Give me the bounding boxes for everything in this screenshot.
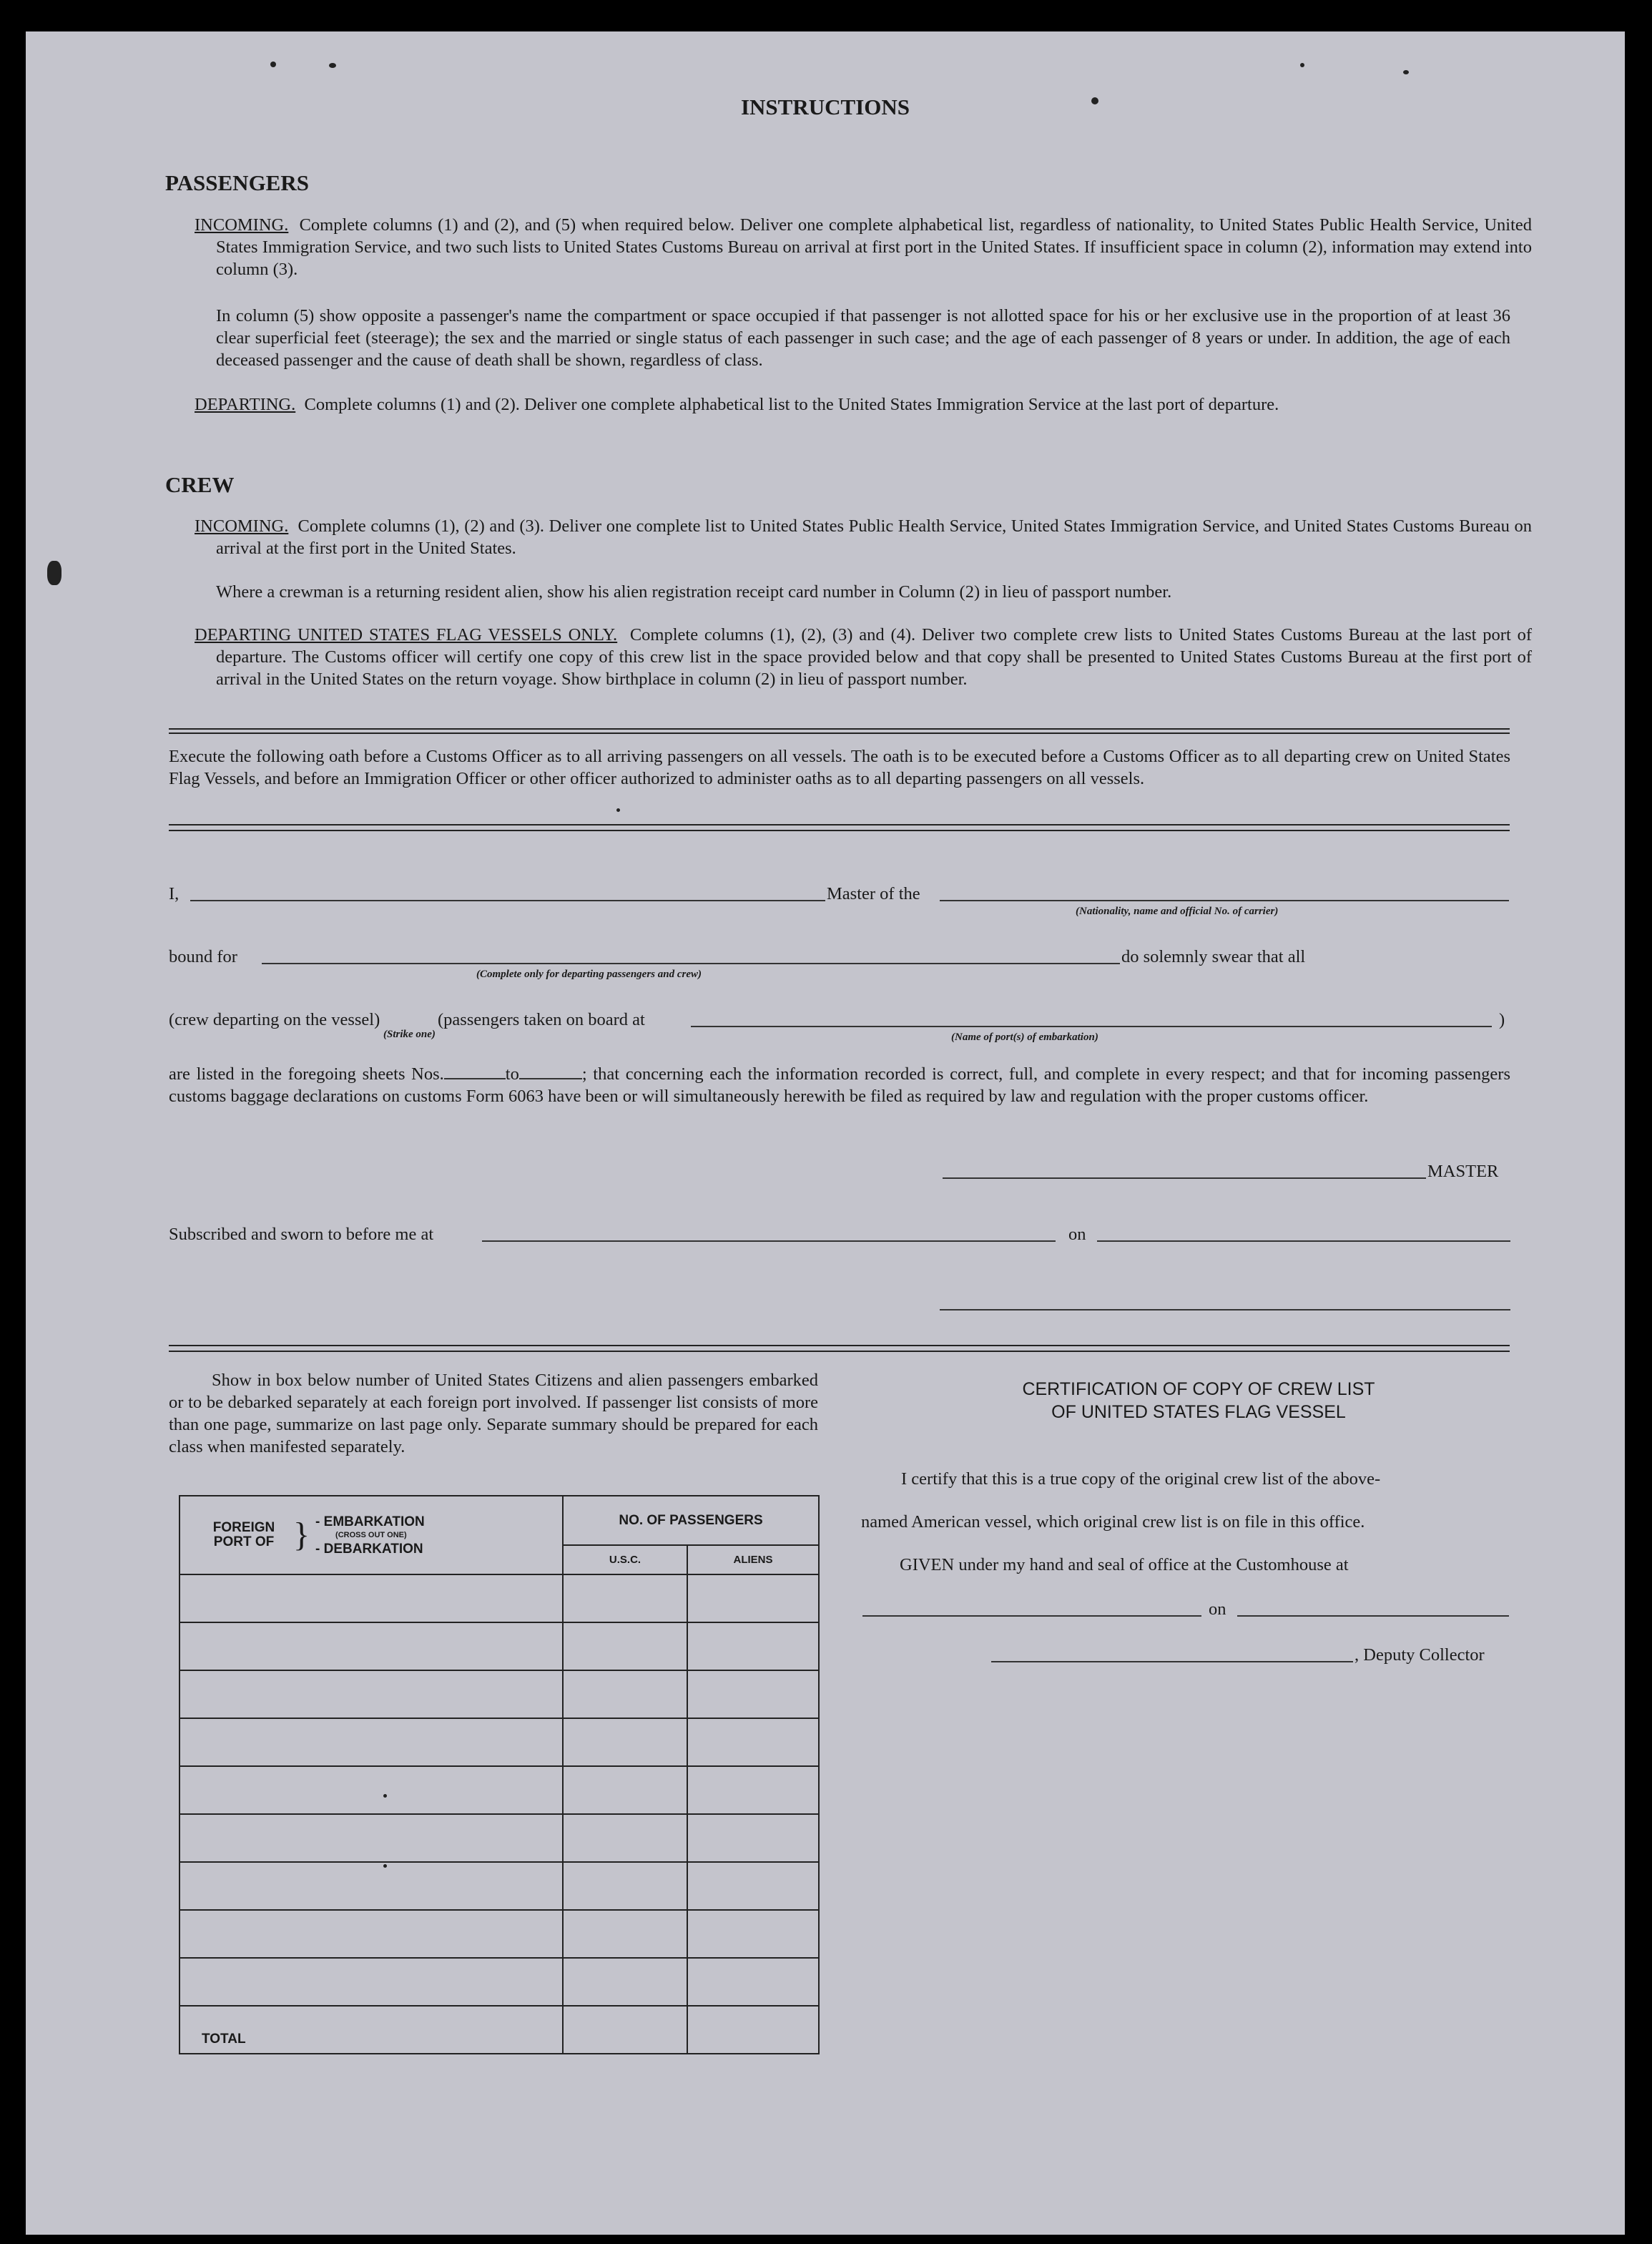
- port-cell[interactable]: [180, 1862, 563, 1910]
- summary-instructions: Show in box below number of United States Citizens and alien passengers embarked or to be debarked separately at each foreign port involved. If passenger list consists of more than one page, summarize on last page only. Separate summary should be prepared for each class when manifested separately.: [169, 1371, 818, 1456]
- port-cell[interactable]: [180, 1766, 563, 1814]
- oath-i-label: I,: [169, 884, 180, 903]
- port-cell[interactable]: [180, 1718, 563, 1766]
- sheet-from-field[interactable]: [444, 1064, 506, 1079]
- embarkation-port-field[interactable]: [691, 1026, 1492, 1027]
- usc-cell[interactable]: [563, 1622, 687, 1670]
- divider: [169, 824, 1510, 825]
- oath-swear-label: do solemnly swear that all: [1121, 947, 1306, 966]
- header-foreign-port: FOREIGN PORT OF: [212, 1520, 275, 1550]
- subscribed-label: Subscribed and sworn to before me at: [169, 1225, 434, 1244]
- bound-for-field[interactable]: [262, 963, 1120, 964]
- oath-master-of-label: Master of the: [827, 884, 920, 903]
- header-no-passengers: NO. OF PASSENGERS: [563, 1496, 819, 1545]
- complete-only-hint: (Complete only for departing passengers and crew): [476, 969, 702, 980]
- aliens-total-cell[interactable]: [687, 2006, 819, 2054]
- header-cross-out: (CROSS OUT ONE): [335, 1530, 407, 1539]
- customhouse-field[interactable]: [862, 1615, 1201, 1617]
- usc-cell[interactable]: [563, 1718, 687, 1766]
- port-cell[interactable]: [180, 1670, 563, 1718]
- usc-cell[interactable]: [563, 1862, 687, 1910]
- usc-cell[interactable]: [563, 1766, 687, 1814]
- certification-line1: I certify that this is a true copy of the original crew list of the above-: [901, 1469, 1381, 1489]
- passengers-column5-paragraph: In column (5) show opposite a passenger's name the compartment or space occupied if that passenger is not allotted space for his or her exclusive use in the proportion of at least 36 clear superficial feet (steerage); the sex and the married or single status of each passenger in such case; and the age of each passenger of 8 years or under. In addition, the age of each deceased passenger and the cause of death shall be shown, regardless of class.: [216, 306, 1510, 370]
- crew-incoming-text: Complete columns (1), (2) and (3). Deliver one complete list to United States Public Health Service, United States Immigration Service, and United States Customs Bureau on arrival at the first port in the United States.: [216, 516, 1532, 558]
- form-page: [26, 31, 1625, 2235]
- crew-heading: CREW: [165, 472, 235, 497]
- listed-text-b: ; that concerning each the information recorded is correct, full, and complete in every respect; and that for incoming passengers customs baggage declarations on customs Form 6063 have been or will simultaneously herewith be filed as required by law and regulation with the proper customs officer.: [169, 1064, 1510, 1106]
- scan-speck: [47, 561, 62, 585]
- aliens-cell[interactable]: [687, 1910, 819, 1958]
- port-cell[interactable]: [180, 1814, 563, 1862]
- passengers-departing-label: DEPARTING.: [195, 395, 296, 414]
- listed-text-a: are listed in the foregoing sheets Nos.: [169, 1064, 444, 1084]
- usc-cell[interactable]: [563, 1574, 687, 1622]
- strike-one-hint: (Strike one): [383, 1029, 436, 1040]
- close-paren: ): [1499, 1010, 1505, 1029]
- foreign-port-header: [180, 1496, 563, 1574]
- deputy-collector-label: , Deputy Collector: [1354, 1645, 1485, 1665]
- page-title: INSTRUCTIONS: [740, 94, 910, 119]
- divider: [169, 1345, 1510, 1346]
- usc-total-cell[interactable]: [563, 2006, 687, 2054]
- port-hint: (Name of port(s) of embarkation): [951, 1032, 1098, 1043]
- divider: [169, 830, 1510, 831]
- sheet-to-field[interactable]: [519, 1064, 582, 1079]
- aliens-cell[interactable]: [687, 1718, 819, 1766]
- sworn-date-field[interactable]: [1097, 1240, 1510, 1242]
- usc-cell[interactable]: [563, 1910, 687, 1958]
- port-cell[interactable]: [180, 1622, 563, 1670]
- crew-departing-option[interactable]: (crew departing on the vessel): [169, 1010, 380, 1029]
- port-cell[interactable]: [180, 1574, 563, 1622]
- passengers-incoming-text: Complete columns (1) and (2), and (5) when required below. Deliver one complete alphabetical list, regardless of nationality, to United States Public Health Service, United States Immigration Service, and two such lists to United States Customs Bureau on arrival at first port in the United States. If insufficient space in column (2), information may extend into column (3).: [216, 215, 1533, 279]
- aliens-cell[interactable]: [687, 1766, 819, 1814]
- scan-speck: [616, 808, 620, 812]
- oath-bound-for-label: bound for: [169, 947, 237, 966]
- aliens-cell[interactable]: [687, 1958, 819, 2006]
- master-signature-line[interactable]: [943, 1177, 1426, 1179]
- passengers-incoming-paragraph: [195, 214, 1532, 280]
- passenger-summary-table: [179, 1495, 820, 2054]
- oath-listed-paragraph: [169, 1063, 1510, 1107]
- aliens-cell[interactable]: [687, 1574, 819, 1622]
- crew-departing-paragraph: [195, 624, 1532, 690]
- listed-text-to: to: [505, 1064, 519, 1084]
- brace-icon: }: [293, 1516, 310, 1554]
- total-label: TOTAL: [180, 2006, 563, 2054]
- vessel-name-field[interactable]: [940, 900, 1509, 901]
- scan-speck: [383, 1794, 387, 1798]
- header-embarkation: - EMBARKATION: [315, 1514, 425, 1529]
- aliens-cell[interactable]: [687, 1814, 819, 1862]
- passengers-taken-option[interactable]: (passengers taken on board at: [438, 1010, 645, 1029]
- port-cell[interactable]: [180, 1910, 563, 1958]
- scan-speck: [329, 63, 336, 68]
- certification-line2: named American vessel, which original crew list is on file in this office.: [861, 1512, 1365, 1532]
- passengers-incoming-label: INCOMING.: [195, 215, 289, 235]
- certification-title-line1: CERTIFICATION OF COPY OF CREW LIST: [1022, 1379, 1375, 1399]
- crew-incoming-label: INCOMING.: [195, 516, 289, 536]
- aliens-cell[interactable]: [687, 1622, 819, 1670]
- certification-date-field[interactable]: [1237, 1615, 1509, 1617]
- divider: [169, 728, 1510, 730]
- oath-instructions: Execute the following oath before a Customs Officer as to all arriving passengers on all vessels. The oath is to be executed before a Customs Officer as to all departing crew on United States Flag Vessels, and before an Immigration Officer or other officer authorized to administer oaths as to all departing passengers on all vessels.: [169, 747, 1510, 788]
- crew-incoming-paragraph: [195, 515, 1532, 559]
- sworn-on-label: on: [1068, 1225, 1086, 1244]
- usc-cell[interactable]: [563, 1814, 687, 1862]
- certification-line3: GIVEN under my hand and seal of office at the Customhouse at: [900, 1555, 1349, 1574]
- master-label: MASTER: [1427, 1162, 1499, 1181]
- deputy-collector-signature-line[interactable]: [991, 1661, 1353, 1662]
- master-name-field[interactable]: [190, 900, 825, 901]
- certification-title: [884, 1378, 1513, 1424]
- passengers-departing-paragraph: [195, 393, 1532, 416]
- scan-speck: [270, 62, 276, 67]
- header-debarkation: - DEBARKATION: [315, 1541, 423, 1557]
- aliens-cell[interactable]: [687, 1862, 819, 1910]
- crew-departing-text: Complete columns (1), (2), (3) and (4). Deliver two complete crew lists to United States Customs Bureau at the last port of departure. The Customs officer will certify one copy of this crew list in the space provided below and that copy shall be presented to United States Customs Bureau at the first port of arrival in the United States on the return voyage. Show birthplace in column (2) in lieu of passport number.: [216, 625, 1532, 689]
- crew-departing-label: DEPARTING UNITED STATES FLAG VESSELS ONLY.: [195, 625, 618, 645]
- header-usc: U.S.C.: [563, 1545, 687, 1574]
- divider: [169, 1351, 1510, 1352]
- scan-speck: [1091, 97, 1098, 104]
- crew-resident-paragraph: Where a crewman is a returning resident alien, show his alien registration receipt card number in Column (2) in lieu of passport number.: [216, 582, 1172, 602]
- usc-cell[interactable]: [563, 1670, 687, 1718]
- header-aliens: ALIENS: [687, 1545, 819, 1574]
- passengers-departing-text: Complete columns (1) and (2). Deliver one complete alphabetical list to the United States Immigration Service at the last port of departure.: [304, 395, 1279, 414]
- aliens-cell[interactable]: [687, 1670, 819, 1718]
- scan-speck: [1403, 70, 1409, 74]
- divider: [169, 733, 1510, 734]
- certification-title-line2: OF UNITED STATES FLAG VESSEL: [1051, 1402, 1346, 1422]
- usc-cell[interactable]: [563, 1958, 687, 2006]
- officer-signature-line[interactable]: [940, 1309, 1510, 1310]
- sworn-place-field[interactable]: [482, 1240, 1056, 1242]
- certification-on-label: on: [1209, 1599, 1226, 1619]
- port-cell[interactable]: [180, 1958, 563, 2006]
- scan-speck: [1300, 63, 1304, 67]
- nationality-hint: (Nationality, name and official No. of carrier): [1076, 906, 1279, 917]
- passengers-heading: PASSENGERS: [165, 170, 309, 195]
- scan-speck: [383, 1864, 387, 1868]
